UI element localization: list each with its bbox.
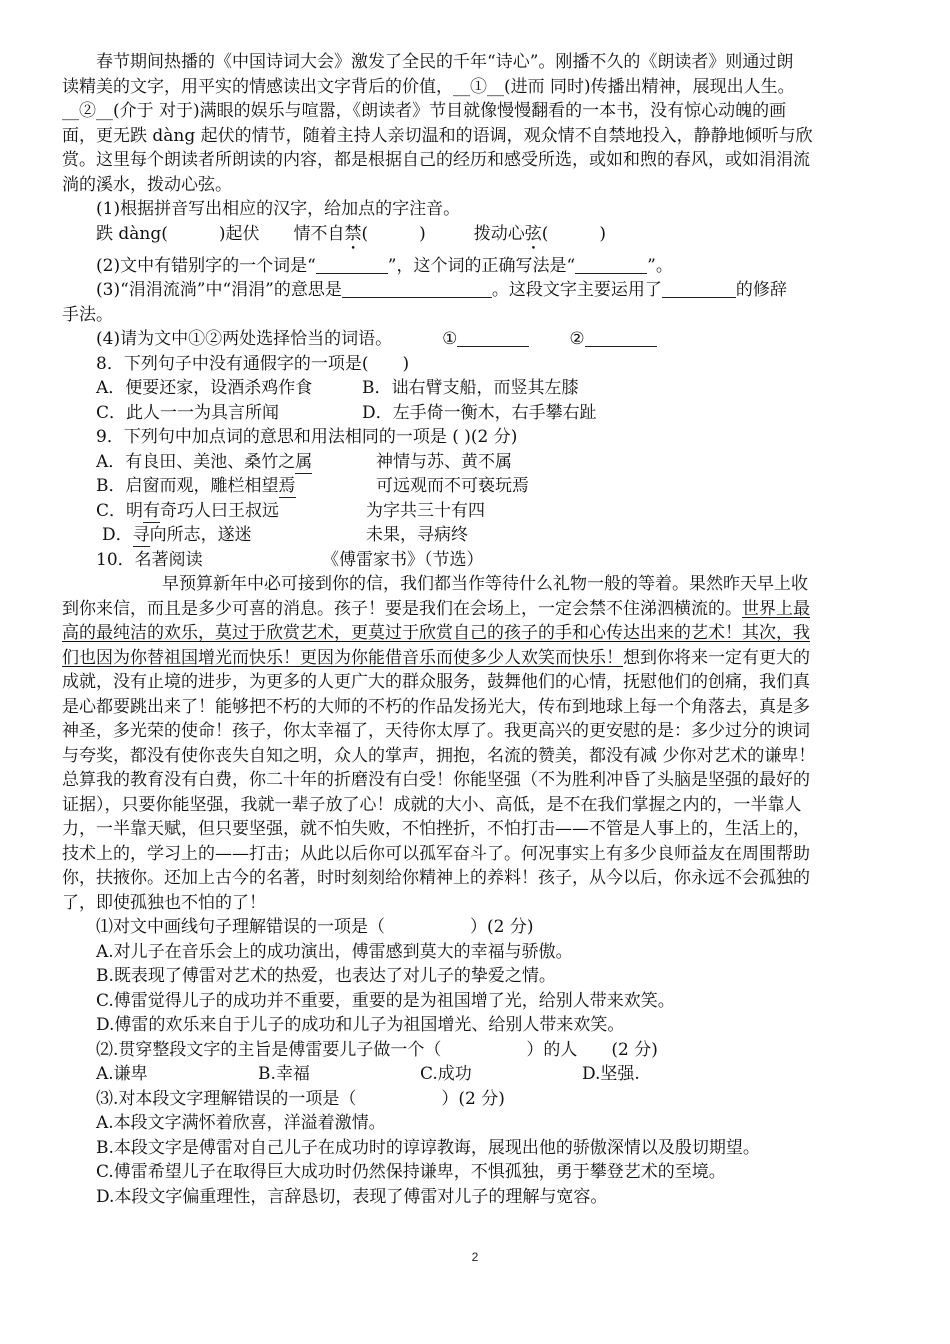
excerpt-line: 成就，没有止境的进步，为更多的人更广大的群众服务，鼓舞他们的心情，抚慰他们的创痛，我们真 (62, 672, 810, 692)
q10-excerpt (62, 572, 892, 915)
answer-paren[interactable]: ( ) (541, 223, 607, 244)
excerpt-line: 你，扶掖你。还加上古今的名著，时时刻刻给你精神上的养料！孩子，从今以后，你永远不会孤独的 (62, 868, 810, 888)
excerpt-line: 技术上的，学习上的——打击；从此以后你可以孤军奋斗了。何况事实上有多少良师益友在周围帮助 (62, 843, 810, 864)
q8-options-row (62, 376, 892, 401)
dotted-char: 禁 (344, 223, 362, 244)
q10-s2-option-c[interactable]: C.成功 (420, 1064, 472, 1084)
excerpt-text: 到你来信，而且是多少可喜的消息。孩子！要是我们在会场上，一定会禁不住涕泗横流的。 (62, 598, 742, 619)
q7-sub4-text: (4)请为文中①②两处选择恰当的词语。 (96, 329, 393, 349)
q9-d-compare: 未果，寻病终 (366, 525, 468, 545)
page-number: 2 (471, 1250, 479, 1264)
q8-option-a[interactable]: A．便要还家，设酒杀鸡作食 (96, 378, 313, 398)
q10-s1-option-b[interactable]: B.既表现了傅雷对艺术的热爱，也表达了对儿子的挚爱之情。 (96, 966, 556, 986)
dotted-char: 弦 (524, 223, 542, 244)
excerpt-line (62, 621, 892, 646)
q7-sub2-text: ”，这个词的正确写法是“ (387, 255, 576, 276)
q9-c-compare: 为字共三十有四 (366, 500, 485, 521)
q9-d-text: 向所志，遂迷 (149, 525, 252, 545)
q9-d-text: D． (102, 525, 133, 545)
q10-s2-option-d[interactable]: D.坚强. (582, 1064, 640, 1084)
q10-s3-option-b[interactable]: B.本段文字是傅雷对自己儿子在成功时的谆谆教诲，展现出他的骄傲深情以及殷切期望。 (96, 1137, 760, 1158)
answer-blank[interactable] (662, 279, 736, 298)
answer-blank[interactable] (585, 328, 657, 347)
underlined-sentence: 们也因为你替祖国增光而快乐！更因为你能借音乐而使多少人欢笑而快乐！ (62, 647, 623, 668)
q7-sub3-line2: 手法。 (62, 304, 113, 325)
q9-stem: 9．下列句中加点词的意思和用法相同的一项是 ( )(2 分) (96, 427, 518, 447)
excerpt-line (62, 597, 892, 622)
q7-sub1-item-b (294, 224, 426, 244)
q8-option-d[interactable]: D．左手倚一衡木，右手攀右趾 (362, 402, 597, 423)
excerpt-line: 证据），只要你能坚强，我就一辈子放了心！成就的大小、高低，是不在我们掌握之内的，一半靠人 (62, 794, 802, 815)
answer-paren[interactable]: ( ) (361, 223, 426, 244)
passage-line: __②__(介于 对于)满眼的娱乐与喧嚣，《朗读者》节目就像慢慢翻看的一本书，没有惊心动魄的画 (62, 101, 787, 121)
q7-sub1-b-text: 情不自 (293, 223, 345, 244)
q7-sub1-items (62, 222, 892, 254)
excerpt-line: 神圣，多光荣的使命！孩子，你太幸福了，天待你太厚了。我更高兴的更安慰的是：多少过分的谀词 (62, 721, 810, 741)
passage-line: 赏。这里每个朗读者所朗读的内容，都是根据自己的经历和感受所选，或如和煦的春风，或如涓涓流 (62, 150, 810, 170)
q10-stem-row (62, 548, 892, 573)
q8-option-b[interactable]: B．诎右臂支船，而竖其左膝 (362, 378, 579, 398)
q7-sub1-stem: (1)根据拼音写出相应的汉字，给加点的字注音。 (96, 199, 461, 219)
q9-a-compare: 神情与苏、黄不属 (376, 451, 512, 472)
q7-sub3 (62, 278, 892, 303)
q9-c-text: C．明 (96, 500, 144, 521)
q10-title: 《傅雷家书》（节选） (322, 549, 484, 570)
q10-s2-options (62, 1062, 892, 1087)
passage-line: 读精美的文字，用平实的情感读出文字背后的价值，__①__(进而 同时)传播出精神，展现出人生。 (62, 76, 795, 97)
q7-sub1-c-text: 拨动心 (473, 223, 525, 244)
q10-s1-option-a[interactable]: A.对儿子在音乐会上的成功演出，傅雷感到莫大的幸福与骄傲。 (96, 941, 573, 962)
q7-sub4-label-a: ① (442, 329, 458, 349)
q10-s1-option-d[interactable]: D.傅雷的欢乐来自于儿子的成功和儿子为祖国增光、给别人带来欢笑。 (96, 1015, 625, 1035)
passage-line: 淌的溪水，拨动心弦。 (62, 174, 232, 195)
underlined-sentence: 世界上最 (742, 598, 810, 619)
q8-options-row (62, 401, 892, 426)
q10-s1-option-c[interactable]: C.傅雷觉得儿子的成功并不重要，重要的是为祖国增了光，给别人带来欢笑。 (96, 990, 675, 1011)
excerpt-line: 了，即使孤独也不怕的了！ (62, 892, 266, 913)
q7-sub3-text: (3)“涓涓流淌”中“涓涓”的意思是 (96, 280, 342, 300)
q10-s3-option-c[interactable]: C.傅雷希望儿子在取得巨大成功时仍然保持谦卑，不惧孤独，勇于攀登艺术的至境。 (96, 1162, 726, 1182)
excerpt-line: 与夸奖，都没有使你丧失自知之明，众人的掌声，拥抱，名流的赞美，都没有减 少你对艺术的谦卑！ (62, 745, 816, 766)
q8-stem: 8．下列句子中没有通假字的一项是( ) (96, 353, 410, 374)
q7-sub3-text: 的修辞 (735, 280, 787, 300)
answer-blank[interactable] (575, 255, 647, 274)
q10-s2-stem: ⑵.贯穿整段文字的主旨是傅雷要儿子做一个（ ）的人 (2 分) (96, 1039, 658, 1060)
q9-b-text: B．启窗而观，雕栏相望 (96, 476, 279, 496)
q10-s2-option-a[interactable]: A.谦卑 (96, 1064, 148, 1084)
q10-s3-stem: ⑶.对本段文字理解错误的一项是（ ）(2 分) (96, 1088, 505, 1109)
excerpt-text: 想到你将来一定有更大的 (623, 647, 810, 668)
passage-line: 春节期间热播的《中国诗词大会》激发了全民的千年“诗心”。刚播不久的《朗读者》则通过朗 (96, 52, 794, 72)
q9-a-text: A．有良田、美池、桑竹之 (96, 451, 296, 472)
excerpt-line: 总算我的教育没有白费，你二十年的折磨没有白受！你能坚强（不为胜利冲昏了头脑是坚强的最好的 (62, 770, 810, 790)
marked-word: 有 (143, 500, 161, 521)
q9-option-c[interactable] (62, 499, 892, 524)
answer-blank[interactable] (457, 328, 529, 347)
q9-b-compare: 可远观而不可亵玩焉 (376, 476, 529, 496)
q10-s1-stem: ⑴对文中画线句子理解错误的一项是（ ）(2 分) (96, 917, 534, 937)
excerpt-line (62, 646, 892, 671)
q7-sub4-label-b: ② (569, 329, 585, 349)
q9-option-d[interactable] (62, 523, 892, 548)
q7-sub2 (62, 254, 892, 279)
passage-line: 面，更无跌 dàng 起伏的情节，随着主持人亲切温和的语调，观众情不自禁地投入，静静地倾听与欣 (62, 125, 813, 146)
answer-blank[interactable] (342, 279, 492, 298)
underlined-sentence: 高的最纯洁的欢乐，莫过于欣赏艺术，更莫过于欣赏自己的孩子的手和心传达出来的艺术！其次，我 (62, 623, 810, 643)
excerpt-line: 力，一半靠天赋，但只要坚强，就不怕失败，不怕挫折，不怕打击——不管是人事上的，生活上的， (62, 819, 810, 839)
marked-word: 焉 (278, 476, 296, 496)
q10-s3-option-a[interactable]: A.本段文字满怀着欣喜，洋溢着激情。 (96, 1113, 386, 1133)
q8-option-c[interactable]: C．此人一一为具言所闻 (96, 402, 280, 423)
q9-option-b[interactable] (62, 474, 892, 499)
q7-sub1-item-a: 跌 dàng( )起伏 (96, 223, 260, 244)
q10-stem: 10．名著阅读 (96, 549, 203, 570)
q9-option-a[interactable] (62, 450, 892, 475)
q7-sub3-text: 。这段文字主要运用了 (491, 280, 662, 300)
excerpt-line: 是心都要跳出来了！能够把不朽的大师的不朽的作品发扬光大，传布到地球上每一个角落去，真是多 (62, 696, 810, 717)
marked-word: 属 (295, 451, 313, 472)
q9-c-text: 奇巧人曰王叔远 (160, 500, 280, 521)
excerpt-line: 早预算新年中必可接到你的信，我们都当作等待什么礼物一般的等着。果然昨天早上收 (162, 574, 808, 594)
q7-sub2-text: ”。 (647, 255, 673, 276)
reading-passage (62, 50, 892, 197)
exam-page (62, 50, 892, 1209)
q7-sub4 (62, 327, 892, 352)
q10-s2-option-b[interactable]: B.幸福 (258, 1064, 310, 1084)
q7-sub1-item-c (474, 224, 606, 244)
q10-s3-option-d[interactable]: D.本段文字偏重理性，言辞恳切，表现了傅雷对儿子的理解与宽容。 (96, 1186, 608, 1207)
marked-word: 寻 (132, 525, 150, 545)
q7-sub2-text: (2)文中有错别字的一个词是“ (96, 255, 316, 276)
answer-blank[interactable] (316, 255, 388, 274)
